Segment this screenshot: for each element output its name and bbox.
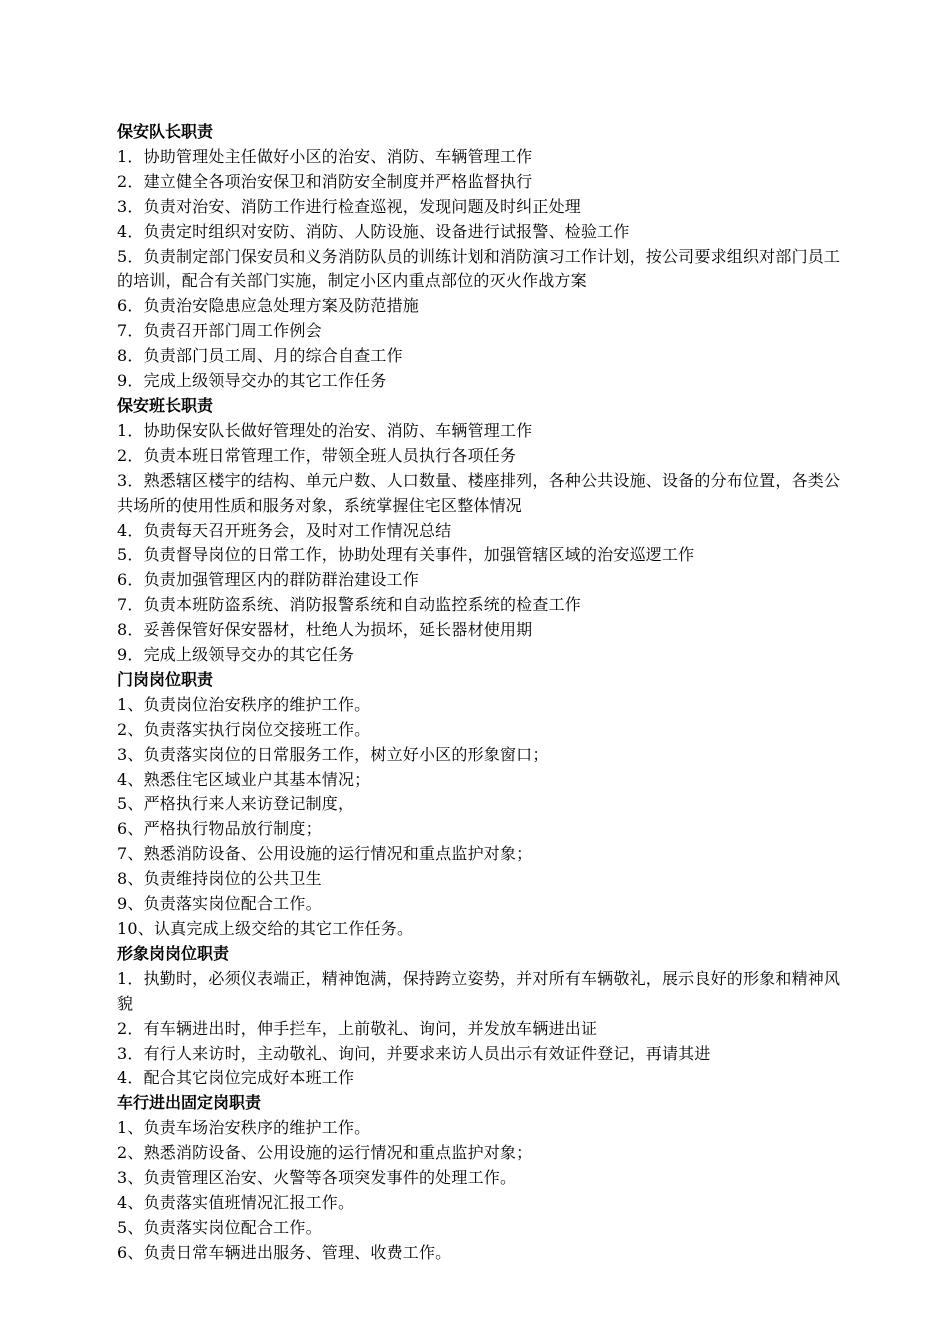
section-title: 车行进出固定岗职责: [117, 1093, 262, 1113]
section-image-post: [117, 942, 842, 1091]
list-item: 2．负责本班日常管理工作，带领全班人员执行各项任务: [117, 445, 517, 465]
list-item: 5．负责制定部门保安员和义务消防队员的训练计划和消防演习工作计划，按公司要求组织对部门员工的培训，配合有关部门实施，制定小区内重点部位的灭火作战方案: [117, 246, 841, 291]
list-item: 8．妥善保管好保安器材，杜绝人为损坏，延长器材使用期: [117, 620, 533, 640]
list-item: 4、熟悉住宅区域业户其基本情况；: [117, 769, 371, 789]
list-item: 7．负责本班防盗系统、消防报警系统和自动监控系统的检查工作: [117, 595, 581, 615]
list-item: 5、严格执行来人来访登记制度，: [117, 794, 355, 814]
list-item: 2、熟悉消防设备、公用设施的运行情况和重点监护对象；: [117, 1143, 533, 1163]
section-squad-leader: [117, 394, 842, 668]
list-item: 3．熟悉辖区楼宇的结构、单元户数、人口数量、楼座排列，各种公共设施、设备的分布位置，各类公共场所的使用性质和服务对象，系统掌握住宅区整体情况: [117, 470, 841, 515]
list-item: 8、负责维持岗位的公共卫生: [117, 869, 322, 889]
section-vehicle-post: [117, 1091, 842, 1265]
list-item: 9．完成上级领导交办的其它工作任务: [117, 371, 387, 391]
list-item: 6、负责日常车辆进出服务、管理、收费工作。: [117, 1242, 452, 1262]
list-item: 7、熟悉消防设备、公用设施的运行情况和重点监护对象；: [117, 844, 533, 864]
list-item: 7．负责召开部门周工作例会: [117, 321, 322, 341]
list-item: 5、负责落实岗位配合工作。: [117, 1217, 322, 1237]
list-item: 8．负责部门员工周、月的综合自查工作: [117, 346, 403, 366]
list-item: 1．执勤时，必须仪表端正，精神饱满，保持跨立姿势，并对所有车辆敬礼，展示良好的形象和精神风貌: [117, 968, 841, 1013]
list-item: 2、负责落实执行岗位交接班工作。: [117, 719, 371, 739]
section-title: 形象岗岗位职责: [117, 943, 230, 963]
list-item: 3．负责对治安、消防工作进行检查巡视，发现问题及时纠正处理: [117, 196, 581, 216]
list-item: 3．有行人来访时，主动敬礼、询问，并要求来访人员出示有效证件登记，再请其进: [117, 1043, 711, 1063]
list-item: 3、负责管理区治安、火警等各项突发事件的处理工作。: [117, 1168, 517, 1188]
list-item: 5．负责督导岗位的日常工作，协助处理有关事件，加强管辖区域的治安巡逻工作: [117, 545, 695, 565]
list-item: 2．有车辆进出时，伸手拦车，上前敬礼、询问，并发放车辆进出证: [117, 1018, 598, 1038]
list-item: 4、负责落实值班情况汇报工作。: [117, 1192, 355, 1212]
list-item: 4．负责每天召开班务会，及时对工作情况总结: [117, 520, 452, 540]
section-title: 保安班长职责: [117, 395, 214, 415]
list-item: 1．协助保安队长做好管理处的治安、消防、车辆管理工作: [117, 420, 533, 440]
list-item: 2．建立健全各项治安保卫和消防安全制度并严格监督执行: [117, 171, 533, 191]
list-item: 6、严格执行物品放行制度；: [117, 819, 322, 839]
list-item: 9、负责落实岗位配合工作。: [117, 894, 322, 914]
section-title: 保安队长职责: [117, 122, 214, 141]
list-item: 4．负责定时组织对安防、消防、人防设施、设备进行试报警、检验工作: [117, 221, 630, 241]
list-item: 6．负责加强管理区内的群防群治建设工作: [117, 570, 419, 590]
list-item: 1．协助管理处主任做好小区的治安、消防、车辆管理工作: [117, 146, 533, 166]
section-gate-post: [117, 668, 842, 942]
document-page: [117, 120, 842, 1266]
section-title: 门岗岗位职责: [117, 669, 214, 689]
list-item: 4．配合其它岗位完成好本班工作: [117, 1068, 355, 1088]
list-item: 9．完成上级领导交办的其它任务: [117, 645, 355, 665]
list-item: 3、负责落实岗位的日常服务工作，树立好小区的形象窗口；: [117, 744, 549, 764]
section-captain: [117, 120, 842, 394]
list-item: 10、认真完成上级交给的其它工作任务。: [117, 919, 414, 938]
list-item: 6．负责治安隐患应急处理方案及防范措施: [117, 296, 419, 316]
list-item: 1、负责岗位治安秩序的维护工作。: [117, 694, 371, 714]
list-item: 1、负责车场治安秩序的维护工作。: [117, 1118, 371, 1138]
